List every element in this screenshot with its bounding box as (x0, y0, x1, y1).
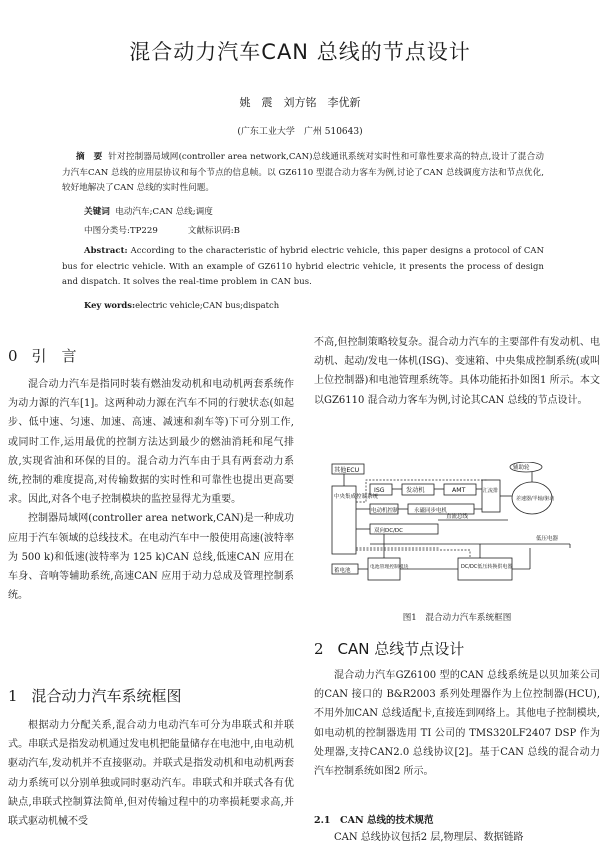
label-dc-bus: 直流总线 (446, 514, 469, 520)
label-motor-ctrl: 电动机控制 (371, 508, 399, 514)
subsection-2-1-heading: 2.1 CAN 总线的技术规范 (314, 815, 434, 826)
section-0-body (8, 375, 294, 605)
section-1-heading (8, 685, 182, 706)
keywords-en-label: Key words: (84, 300, 136, 310)
abstract-en-text: According to the characteristic of hybrid electric vehicle, this paper designs a protocol of CAN bus for electric vehicle. With an example of GZ6110 hybrid electric vehicle, it presents the process of design and dispatch. It solves the real-time problem in CAN bus. (62, 245, 545, 286)
keywords-cn-text: 电动汽车;CAN 总线;调度 (115, 207, 213, 217)
section-0-title: 引 言 (31, 347, 77, 365)
abstract-en-label: Abstract: (84, 245, 128, 255)
section-2-paragraph-1: 混合动力汽车GZ6100 型的CAN 总线系统是以贝加莱公司的CAN 接口的 B&R2003 系列处理器作为上位控制器(HCU),不用外加CAN 总线适配卡,直接连到网络上。其他电子控制模块,如电动机的控制器选用 TI 公司的 TMS320LF2407 DSP 作为处理器,支持CAN2.0 总线协议[2]。基于CAN 总线的混合动力汽车控制系统如图2 所示。 (314, 670, 600, 778)
keywords-cn (84, 205, 213, 217)
label-dcdc-bi: 双向DC/DC (374, 528, 404, 534)
class-number: 中图分类号:TP229 (84, 226, 158, 236)
section-1-number: 1 (8, 687, 18, 705)
subsection-2-1-body (314, 828, 600, 842)
system-block-diagram (330, 462, 578, 584)
keywords-cn-label: 关键词 (84, 207, 110, 217)
label-dcdc-low: DC/DC低压转换供电器 (461, 564, 513, 570)
classification (84, 224, 240, 236)
abstract-en (62, 243, 544, 290)
document-code: 文献标识码:B (187, 226, 240, 236)
abstract-cn-label: 摘 要 (76, 152, 103, 162)
section-1-title: 混合动力汽车系统框图 (31, 687, 182, 705)
label-clutch: 汇流排 (483, 488, 499, 494)
section-2-heading (314, 638, 464, 659)
authors: 姚 震 刘方铭 李优新 (239, 96, 361, 109)
section-0-number: 0 (8, 347, 18, 365)
subsection-2-1-paragraph: CAN 总线协议包括2 层,物理层、数据链路 (334, 832, 524, 842)
box-clutch (482, 480, 500, 512)
right-column-intro (314, 333, 600, 410)
section-1-paragraph-1: 根据动力分配关系,混合动力电动汽车可分为串联式和并联式。串联式是指发动机通过发电机把能量储存在电池中,由电动机驱动汽车,发动机并不直接驱动。并联式是指发动机和电动机两套动力系统可以分别单独或同时驱动汽车。串联式和并联式各有优缺点,串联式控制算法简单,但对传输过程中的功率损耗要求高,并联式驱动机械不受 (8, 720, 294, 828)
keywords-en-text: electric vehicle;CAN bus;dispatch (135, 300, 280, 310)
section-2-number: 2 (314, 640, 324, 658)
paper-title: 混合动力汽车CAN 总线的节点设计 (129, 40, 471, 64)
affiliation: (广东工业大学 广州 510643) (237, 127, 363, 137)
label-battery: 蓄电池 (334, 568, 351, 574)
abstract-cn (62, 150, 544, 197)
label-sync-motor: 永磁同步电机 (414, 508, 448, 514)
section-0-paragraph-2: 控制器局域网(controller area network,CAN)是一种成功应用于汽车领域的总线技术。在电动汽车中一般使用高速(波特率为 500 k)和低速(波特率为 125 k)CAN 总线,低速CAN 应用在车身、音响等辅助系统,高速CAN 应用于动力总成及管理控制系统。 (8, 513, 294, 602)
section-0-heading (8, 345, 77, 366)
section-2-body (314, 666, 600, 781)
label-engine: 发动机 (406, 487, 425, 494)
section-1-body (8, 716, 294, 842)
section-2-title: CAN 总线节点设计 (337, 640, 465, 658)
label-driven: 差速器/半轴/驱动 (516, 496, 555, 502)
section-0-paragraph-1: 混合动力汽车是指同时装有燃油发动机和电动机两套系统作为动力源的汽车[1]。这两种动力源在汽车不同的行驶状态(如起步、低中速、匀速、加速、高速、减速和刹车等)下可分别工作,或同时工作,运用最优的控制方法达到最少的燃油消耗和尾气排放,实现省油和环保的目的。混合动力汽车由于具有两套动力系统,控制的难度提高,对传输数据的实时性和可靠性也提出更高要求。因此,对各个电子控制模块的监控显得尤为重要。 (8, 379, 294, 506)
label-auxiliary: 辅助轮 (513, 465, 530, 471)
label-amt: AMT (452, 487, 466, 494)
abstract-cn-text: 针对控制器局域网(controller area network,CAN)总线通讯系统对实时性和可靠性要求高的特点,设计了混合动力汽车CAN 总线的应用层协议和每个节点的信息帧。以 GZ6110 型混合动力客车为例,讨论了CAN 总线调度方法和节点优化,较好地解决了CAN 总线的实时性问题。 (62, 152, 544, 193)
label-lowvolt: 低压电器 (536, 536, 559, 542)
label-bms: 电池管理控制模块 (370, 565, 409, 570)
right-paragraph-1: 不高,但控制策略较复杂。混合动力汽车的主要部件有发动机、电动机、起动/发电一体机(ISG)、变速箱、中央集成控制系统(或叫上位控制器)和电池管理系统等。具体功能拓扑如图1 所示。本文以GZ6110 混合动力客车为例,讨论其CAN 总线的节点设计。 (314, 337, 600, 406)
label-central: 中央集成控制系统 (334, 494, 379, 500)
label-ecu: 其他ECU (334, 467, 360, 474)
label-isg: ISG (374, 487, 385, 494)
keywords-en (84, 300, 279, 310)
figure-1-caption: 图1 混合动力汽车系统框图 (402, 613, 512, 623)
